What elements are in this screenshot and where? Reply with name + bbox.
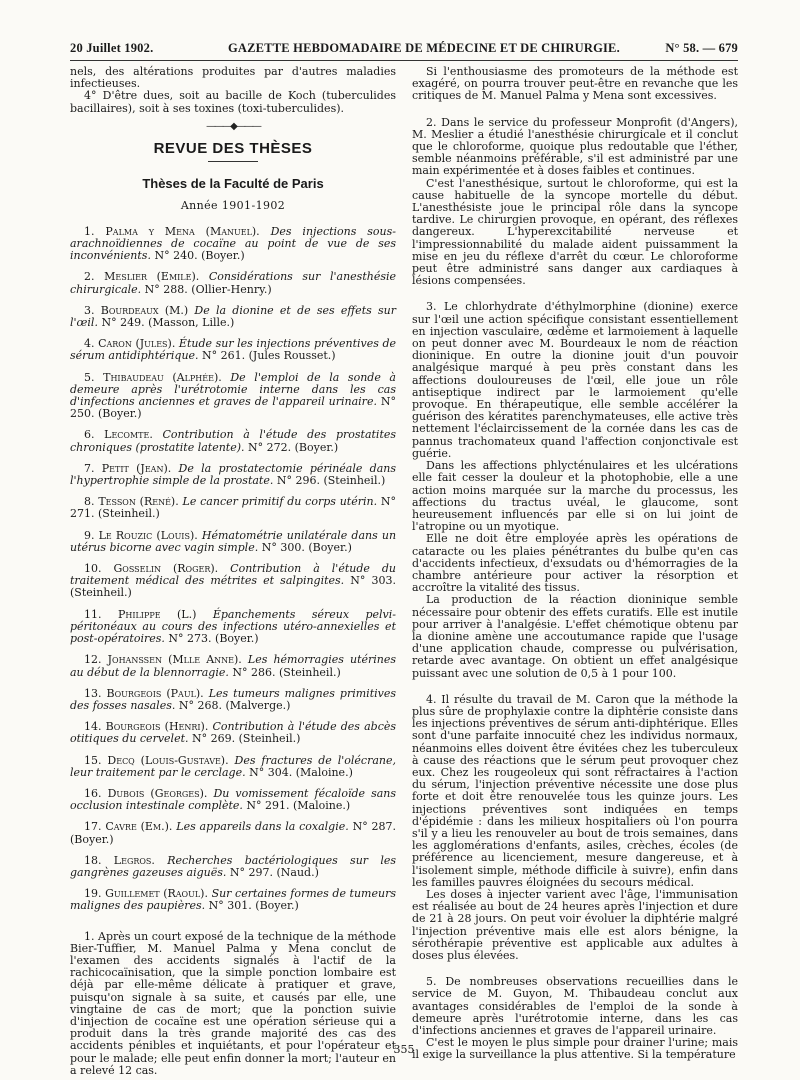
thesis-title: Contribution à l'étude des abcès otitiques du cervelet. <box>70 720 397 746</box>
thesis-reference: N° 249. (Masson, Lille.) <box>101 316 235 330</box>
thesis-entry <box>70 888 396 912</box>
thesis-number: 19. <box>84 887 102 901</box>
thesis-author: Guillemet (Raoul). <box>105 887 208 901</box>
thesis-entry <box>70 429 396 453</box>
thesis-author: Dubois (Georges). <box>107 786 208 800</box>
page-number: N° 58. — 679 <box>665 41 738 55</box>
summary-paragraph-5: 5. De nombreuses observations recueillies dans le service de M. Guyon, M. Thibaudeau conclut aux avantages considérables de l'emploi de la sonde à demeure après l'urétrotomie interne, dans les cas d'infections anciennes et graves de l'appareil urinaire. <box>412 975 738 1038</box>
thesis-author: Lecomte. <box>104 428 153 442</box>
thesis-text <box>70 338 396 362</box>
thesis-title: Considérations sur l'anesthésie chirurgicale. <box>70 270 397 296</box>
thesis-number: 13. <box>84 686 102 700</box>
thesis-title: Les tumeurs malignes primitives des fosses nasales. <box>70 686 397 712</box>
section-subtitle: Thèses de la Faculté de Paris <box>142 175 324 191</box>
section-title: REVUE DES THÈSES <box>153 139 313 157</box>
thesis-entry <box>70 496 396 520</box>
thesis-reference: N° 287. (Boyer.) <box>70 820 397 846</box>
thesis-author: Bourgeois (Paul). <box>106 686 204 700</box>
thesis-number: 3. <box>84 303 95 317</box>
thesis-reference: N° 273. (Boyer.) <box>168 632 259 646</box>
issue-date: 20 Juillet 1902. <box>70 41 154 55</box>
thesis-entry <box>70 755 396 779</box>
thesis-title: Contribution à l'étude des prostatites chroniques (prostatite latente). <box>70 428 397 454</box>
thesis-text <box>70 429 396 453</box>
thesis-text <box>70 855 396 879</box>
thesis-title: Épanchements séreux pelvi-péritonéaux au cours des infections utéro-annexielles et post-opératoires. <box>70 607 396 646</box>
thesis-author: Cavre (Em.). <box>105 820 173 834</box>
thesis-number: 16. <box>84 786 102 800</box>
thesis-author: Philippe (L.) <box>117 607 197 621</box>
thesis-author: Tesson (René). <box>98 495 179 509</box>
thesis-reference: N° 297. (Naud.) <box>229 865 319 879</box>
thesis-text <box>70 305 396 329</box>
thesis-entry <box>70 530 396 554</box>
summary-paragraph-2: 2. Dans le service du professeur Monprofit (d'Angers), M. Meslier a étudié l'anesthésie chirurgicale et il conclut que le chloroforme, quoique plus redoutable que l'éther, semble néanmoins préférable, s'il est administré par une main expérimentée et à doses faibles et continues. <box>412 115 738 178</box>
left-column <box>70 66 396 1077</box>
thesis-reference: N° 268. (Malverge.) <box>178 698 291 712</box>
summary-paragraph-3d: La production de la réaction dioninique semble nécessaire pour obtenir des effets curatifs. Elle est inutile pour arriver à l'analgésie. L'effet chémotique obtenu par la dionine amène une accoutumance rapide que l'usage d'une application chaude, compresse ou pulvérisation, retarde avec avantage. On obtient un effet analgésique puissant avec une solution de 0,5 à 1 pour 100. <box>412 593 738 680</box>
thesis-reference: N° 261. (Jules Rousset.) <box>202 349 336 363</box>
thesis-text <box>70 821 396 845</box>
thesis-reference: N° 301. (Boyer.) <box>208 899 299 913</box>
thesis-text <box>70 888 396 912</box>
thesis-text <box>70 226 396 263</box>
thesis-number: 1. <box>84 224 95 238</box>
thesis-reference: N° 304. (Maloine.) <box>249 765 353 779</box>
thesis-text <box>70 788 396 812</box>
summary-paragraph-1: 1. Après un court exposé de la technique de la méthode Bier-Tuffier, M. Manuel Palma y Mena conclut de l'examen des accidents signalés à l'actif de la rachicocaïnisation, que la simple ponction lombaire est déjà par elle-même délicate à pratiquer et grave, puisqu'on signale à sa suite, et causés par elle, une vingtaine de cas de mort; que la ponction suivie d'injection de cocaïne est une opération sérieuse qui a produit dans la très grande majorité des cas des accidents pénibles et inquiétants, et pour l'opérateur et pour le malade; elle peut enfin donner la mort; l'auteur en a relevé 12 cas. <box>70 929 396 1077</box>
thesis-author: Gosselin (Roger). <box>113 562 219 576</box>
thesis-number: 18. <box>84 853 102 867</box>
thesis-number: 11. <box>84 607 102 621</box>
ornament-divider: ———◆——— <box>206 120 260 132</box>
thesis-reference: N° 269. (Steinheil.) <box>192 732 301 746</box>
thesis-reference: N° 300. (Boyer.) <box>261 540 352 554</box>
thesis-number: 14. <box>84 720 102 734</box>
thesis-number: 7. <box>84 461 95 475</box>
thesis-author: Petit (Jean). <box>101 461 172 475</box>
thesis-title: Hématométrie unilatérale dans un utérus bicorne avec vagin simple. <box>70 528 397 554</box>
thesis-reference: N° 288. (Ollier-Henry.) <box>144 282 272 296</box>
thesis-number: 10. <box>84 562 102 576</box>
right-column <box>412 66 738 1062</box>
thesis-number: 9. <box>84 528 95 542</box>
thesis-title: De l'emploi de la sonde à demeure après l'urétrotomie interne dans les cas d'infections anciennes et graves de l'appareil urinaire. <box>70 370 396 409</box>
thesis-title: Étude sur les injections préventives de sérum antidiphtérique. <box>70 337 397 363</box>
thesis-number: 17. <box>84 820 102 834</box>
thesis-title: Du vomissement fécaloïde sans occlusion intestinale complète. <box>70 786 396 813</box>
thesis-text <box>70 530 396 554</box>
thesis-text <box>70 563 396 600</box>
thesis-reference: N° 240. (Boyer.) <box>154 249 245 263</box>
thesis-entry <box>70 563 396 600</box>
academic-year: Année 1901-1902 <box>180 198 286 212</box>
thesis-title: Contribution à l'étude du traitement médical des métrites et salpingites. <box>70 562 397 588</box>
journal-page <box>70 38 738 1077</box>
thesis-title: Le cancer primitif du corps utérin. <box>182 495 378 509</box>
thesis-title: Les appareils dans la coxalgie. <box>176 820 349 834</box>
thesis-title: Des fractures de l'olécrane, leur traitement par le cerclage. <box>70 753 396 779</box>
thesis-number: 5. <box>84 370 95 384</box>
thesis-reference: N° 272. (Boyer.) <box>248 440 339 454</box>
thesis-reference: N° 296. (Steinheil.) <box>276 474 386 488</box>
thesis-reference: N° 291. (Maloine.) <box>246 799 351 813</box>
thesis-author: Johanssen (Mlle Anne). <box>107 653 242 667</box>
thesis-reference: N° 271. (Steinheil.) <box>70 495 397 521</box>
thesis-entry <box>70 821 396 845</box>
summary-paragraph-2b: C'est l'anesthésique, surtout le chloroforme, qui est la cause habituelle de la syncope mortelle du début. L'anesthésiste joue le principal rôle dans la syncope tardive. Le chirurgien provoque, en opérant, des réflexes dangereux. L'hyperexcitabilité nerveuse et l'impressionnabilité du malade aident puissamment la mise en jeu du réflexe d'arrêt du cœur. Le chloroforme peut être administré sans danger aux cardiaques à lésions compensées. <box>412 176 738 288</box>
thesis-text <box>70 654 396 678</box>
thesis-author: Palma y Mena (Manuel). <box>105 224 260 238</box>
thesis-title: Des injections sous-arachnoïdiennes de cocaïne au point de vue de ses inconvénients. <box>70 224 397 263</box>
thesis-entry <box>70 855 396 879</box>
thesis-title: De la prostatectomie périnéale dans l'hypertrophie simple de la prostate. <box>70 461 396 488</box>
thesis-text <box>70 271 396 295</box>
thesis-number: 6. <box>84 428 95 442</box>
summary-paragraph-4b: Les doses à injecter varient avec l'âge, l'immunisation est réalisée au bout de 24 heures après l'injection et dure de 21 à 28 jours. On peut voir évoluer la diphtérie malgré l'injection préventive mais elle est alors bénigne, la sérothérapie préventive est applicable aux adultes à doses plus élevées. <box>412 888 738 963</box>
thesis-number: 4. <box>84 337 95 351</box>
thesis-title: De la dionine et de ses effets sur l'œil. <box>70 303 396 330</box>
thesis-text <box>70 755 396 779</box>
thesis-entry <box>70 305 396 329</box>
thesis-entry <box>70 372 396 421</box>
thesis-title: Recherches bactériologiques sur les gangrènes gazeuses aiguës. <box>70 853 397 879</box>
thesis-number: 2. <box>84 270 95 284</box>
thesis-text <box>70 609 396 646</box>
thesis-entry <box>70 609 396 646</box>
continuation-text: nels, des altérations produites par d'autres maladies infectieuses. <box>70 65 396 91</box>
thesis-author: Caron (Jules). <box>98 337 176 351</box>
thesis-author: Decq (Louis-Gustave). <box>107 753 229 767</box>
summary-paragraph-3: 3. Le chlorhydrate d'éthylmorphine (dionine) exerce sur l'œil une action spécifique consistant essentiellement en injection vasculaire, œdème et larmoiement à laquelle on peut donner avec M. Bourdeaux le nom de réaction dioninique. En outre la dionine jouit d'un pouvoir analgésique marqué à peu près constant dans les affections douloureuses de l'œil, elle joue un rôle antiseptique indirect par le larmoiement qu'elle provoque. En thérapeutique, elle semble accélérer la guérison des kératites parenchymateuses, elle active très nettement l'éclaircissement de la cornée dans les cas de pannus trachomateux quand l'affection conjonctivale est guérie. <box>412 300 738 460</box>
thesis-author: Bourgeois (Henri). <box>105 720 209 734</box>
summary-paragraph-3b: Dans les affections phlycténulaires et les ulcérations elle fait cesser la douleur et la photophobie, elle a une action moins marquée sur la marche du processus, les affections du tractus uvéal, le glaucome, sont heureusement influencés par elle si on lui joint de l'atropine ou un myotique. <box>412 459 738 534</box>
thesis-number: 12. <box>84 653 102 667</box>
running-header <box>70 38 738 58</box>
thesis-text <box>70 496 396 520</box>
thesis-entry <box>70 463 396 487</box>
thesis-title: Les hémorragies utérines au début de la blennorragie. <box>70 653 397 679</box>
thesis-title: Sur certaines formes de tumeurs malignes des paupières. <box>70 887 396 913</box>
thesis-author: Bourdeaux (M.) <box>100 303 189 317</box>
theses-list <box>70 226 396 913</box>
thesis-entry <box>70 654 396 678</box>
thesis-entry <box>70 271 396 295</box>
summary-paragraph-5b: C'est le moyen le plus simple pour drainer l'urine; mais il exige la surveillance la plus attentive. Si la température <box>412 1036 738 1062</box>
summary-paragraph-3c: Elle ne doit être employée après les opérations de cataracte ou les plaies pénétrantes du bulbe qu'en cas d'accidents infectieux, d'exsudats ou d'hémorragies de la chambre antérieure pour activer la résorption et accroître la vitalité des tissus. <box>412 532 738 595</box>
summary-paragraph-4: 4. Il résulte du travail de M. Caron que la méthode la plus sûre de prophylaxie contre la diphtérie consiste dans les injections préventives de sérum anti-diphtérique. Elles sont d'une parfaite innocuité chez les individus normaux, néanmoins elles doivent être évitées chez les tuberculeux à cause des réactions que le sérum peut provoquer chez eux. Chez les rougeoleux qui sont réfractaires à l'action du sérum, l'injection préventive nécessite une dose plus forte et doit être renouvelée tous les quinze jours. Les injections préventives sont indiquées en temps d'épidémie : dans les milieux hospitaliers où l'on pourra s'il y a lieu les renouveler au bout de trois semaines, dans les agglomérations d'enfants, asiles, crèches, écoles (de préférence au licenciement, mesure dangereuse, et à l'isolement simple, méthode difficile à suivre), enfin dans les familles pauvres éloignées du secours médical. <box>412 692 738 889</box>
thesis-text <box>70 688 396 712</box>
thesis-number: 15. <box>84 753 102 767</box>
header-rule <box>70 60 738 61</box>
thesis-author: Legros. <box>113 853 155 867</box>
folio-number: 355 <box>393 1043 415 1056</box>
journal-title: GAZETTE HEBDOMADAIRE DE MÉDECINE ET DE CHIRURGIE. <box>228 41 620 55</box>
thesis-text <box>70 372 396 421</box>
thesis-text <box>70 721 396 745</box>
thesis-entry <box>70 338 396 362</box>
thesis-number: 8. <box>84 495 95 509</box>
thesis-reference: N° 303. (Steinheil.) <box>70 574 397 600</box>
thesis-reference: N° 250. (Boyer.) <box>70 395 397 421</box>
thesis-entry <box>70 721 396 745</box>
thesis-entry <box>70 688 396 712</box>
thesis-author: Le Rouzic (Louis). <box>98 528 198 542</box>
thesis-entry <box>70 788 396 812</box>
thesis-entry <box>70 226 396 263</box>
summary-paragraph-1-cont: Si l'enthousiasme des promoteurs de la méthode est exagéré, on pourra trouver peut-être en revanche que les critiques de M. Manuel Palma y Mena sont excessives. <box>412 65 738 103</box>
thesis-author: Thibaudeau (Alphée). <box>103 370 222 384</box>
thesis-reference: N° 286. (Steinheil.) <box>232 665 341 679</box>
thesis-author: Meslier (Emile). <box>104 270 200 284</box>
title-rule <box>208 161 258 162</box>
thesis-text <box>70 463 396 487</box>
point-4-text: 4° D'être dues, soit au bacille de Koch (tuberculides bacillaires), soit à ses toxines (toxi-tuberculides). <box>70 89 396 115</box>
